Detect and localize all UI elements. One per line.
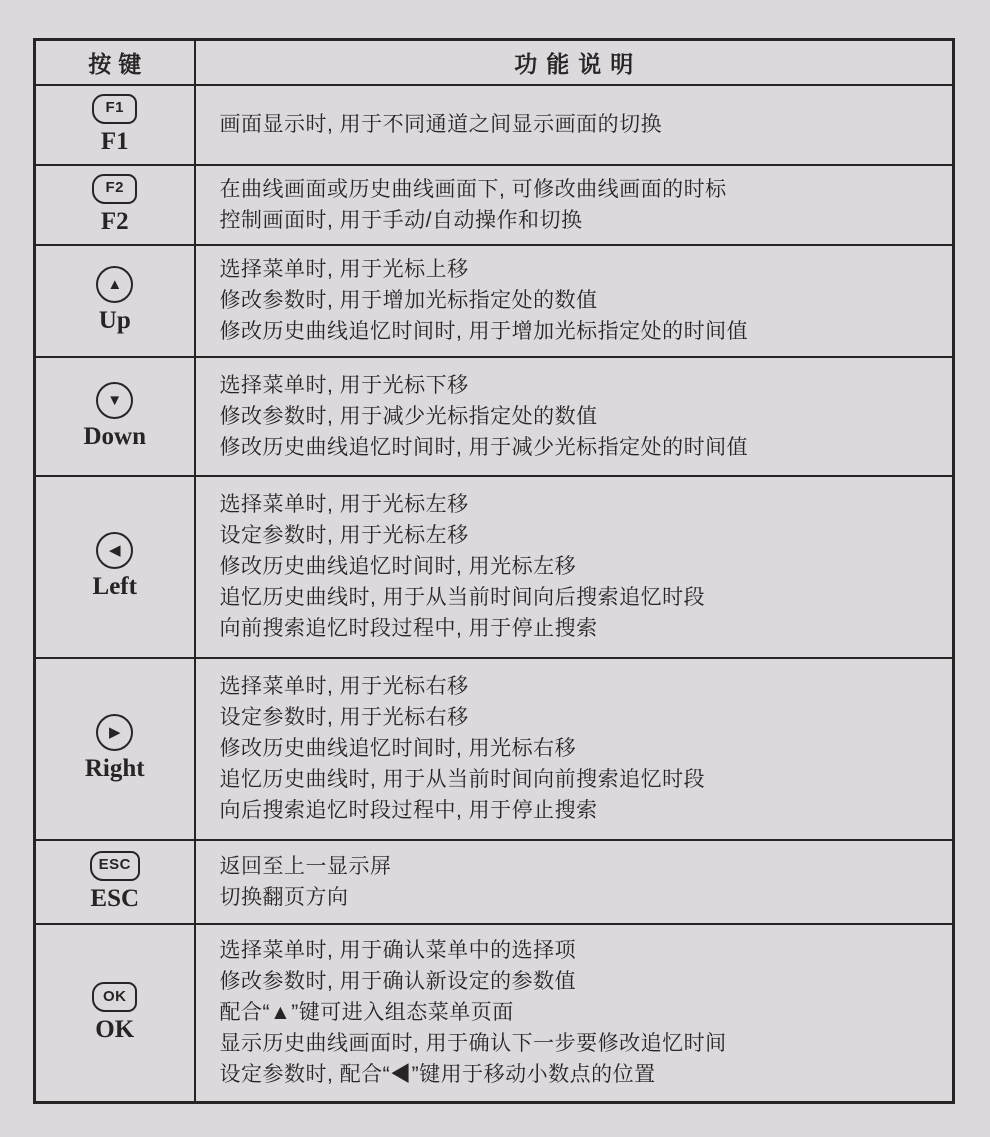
function-line: 设定参数时, 用于光标左移 [219,524,469,547]
key-cell [35,165,195,245]
function-line: 向后搜索追忆时段过程中, 用于停止搜索 [219,799,598,822]
function-line: 修改历史曲线追忆时间时, 用于减少光标指定处的时间值 [219,435,749,459]
function-line: 修改历史曲线追忆时间时, 用光标左移 [219,555,577,578]
key-cell [35,357,195,476]
function-line: 切换翻页方向 [219,885,349,909]
function-line: 显示历史曲线画面时, 用于确认下一步要修改追忆时间 [219,1032,727,1056]
key-icon-text: F2 [105,179,124,197]
function-line: 追忆历史曲线时, 用于从当前时间向后搜索追忆时段 [219,586,706,609]
left-arrow-key-icon [96,532,133,569]
key-cell [35,840,195,924]
function-cell [195,357,954,476]
function-cell [195,658,954,840]
up-arrow-key-icon [96,266,133,303]
function-line: 修改参数时, 用于确认新设定的参数值 [219,970,577,994]
column-header-function: 功能说明 [195,40,954,85]
key-row-left [35,476,954,658]
function-line: 选择菜单时, 用于光标左移 [219,493,469,516]
key-label: ESC [90,884,140,912]
key-row-down [35,357,954,476]
key-label: Up [98,307,131,335]
function-line: 设定参数时, 用于光标右移 [219,706,469,729]
key-row-right [35,658,954,840]
key-label: Left [92,573,137,601]
function-line: 修改历史曲线追忆时间时, 用于增加光标指定处的时间值 [219,320,749,343]
function-line: 选择菜单时, 用于光标上移 [219,258,469,281]
function-line: 修改参数时, 用于减少光标指定处的数值 [219,404,598,428]
esc-key-icon [90,851,140,881]
key-icon-glyph: ▲ [107,276,123,294]
function-cell [195,840,954,924]
key-cell [35,658,195,840]
function-line: 返回至上一显示屏 [219,854,392,878]
key-icon-glyph: ◀ [108,542,121,560]
key-label: OK [95,1016,135,1043]
function-cell [195,924,954,1103]
key-icon-text: OK [103,987,127,1005]
f2-key-icon [92,174,137,204]
column-header-key: 按键 [35,40,195,85]
function-line: 向前搜索追忆时段过程中, 用于停止搜索 [219,617,598,640]
function-line: 配合“▲”键可进入组态菜单页面 [219,1001,514,1025]
key-cell [35,924,195,1103]
key-cell [35,245,195,357]
function-line: 画面显示时, 用于不同通道之间显示画面的切换 [219,113,663,136]
function-line: 追忆历史曲线时, 用于从当前时间向前搜索追忆时段 [219,768,706,791]
function-line: 在曲线画面或历史曲线画面下, 可修改曲线画面的时标 [219,177,727,201]
key-label: Down [83,422,146,450]
key-label: Right [84,755,145,783]
right-arrow-key-icon [96,714,133,751]
key-icon-glyph: ▶ [108,724,121,742]
key-icon-text: F1 [105,99,124,117]
key-cell [35,85,195,165]
function-cell [195,85,954,165]
key-icon-text: ESC [98,856,131,874]
function-line: 选择菜单时, 用于确认菜单中的选择项 [219,939,577,963]
function-line: 修改历史曲线追忆时间时, 用光标右移 [219,737,577,760]
function-line: 设定参数时, 配合“◀”键用于移动小数点的位置 [219,1063,656,1087]
key-row-f1 [35,85,954,165]
function-cell [195,476,954,658]
function-line: 选择菜单时, 用于光标右移 [219,675,469,698]
key-row-esc [35,840,954,924]
key-row-ok [35,924,954,1103]
f1-key-icon [92,94,137,124]
key-cell [35,476,195,658]
function-line: 选择菜单时, 用于光标下移 [219,373,469,397]
key-function-table [33,38,955,1104]
key-row-f2 [35,165,954,245]
function-cell [195,165,954,245]
ok-key-icon [92,982,137,1012]
function-line: 控制画面时, 用于手动/自动操作和切换 [219,208,583,232]
key-row-up [35,245,954,357]
key-label: F1 [100,127,129,155]
key-icon-glyph: ▼ [107,391,123,409]
table-header-row [35,40,954,85]
key-label: F2 [100,207,129,235]
function-cell [195,245,954,357]
function-line: 修改参数时, 用于增加光标指定处的数值 [219,289,598,312]
down-arrow-key-icon [96,382,133,419]
